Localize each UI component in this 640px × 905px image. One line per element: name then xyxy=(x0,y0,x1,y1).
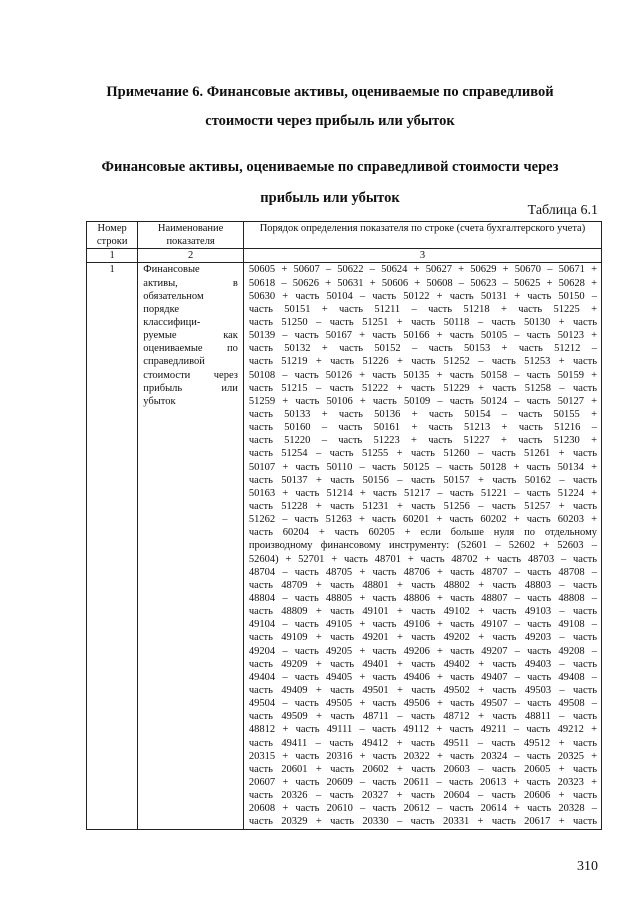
formula-line: 20315 + часть 20316 + часть 20322 + часть 20324 – часть 20325 + xyxy=(248,750,597,762)
formula-line: 51262 – часть 51263 + часть 60201 + часть 60202 + часть 60203 + xyxy=(248,514,597,526)
note-title-line-2: стоимости через прибыль или убыток xyxy=(205,113,455,129)
formula-line: часть 20326 – часть 20327 + часть 20604 – часть 20606 + часть xyxy=(248,790,597,802)
formula-line: 50108 – часть 50126 + часть 50135 + часть 50158 – часть 50159 + xyxy=(248,369,597,381)
indicator-name-line: классифици- xyxy=(143,317,201,329)
indicator-name-line: обязательном xyxy=(143,290,204,302)
formula-line: 20608 + часть 20610 – часть 20612 – часть 20614 + часть 20328 – xyxy=(248,803,597,815)
column-number-3: 3 xyxy=(243,249,601,263)
table-row xyxy=(87,263,602,829)
formula-line: часть 48709 + часть 48801 + часть 48802 + часть 48803 – часть xyxy=(248,579,597,591)
indicator-name-line: стоимости через xyxy=(143,369,238,381)
formula-line: часть 49409 + часть 49501 + часть 49502 + часть 49503 – часть xyxy=(248,684,597,696)
formula-line: часть 49109 + часть 49201 + часть 49202 + часть 49203 – часть xyxy=(248,632,597,644)
formula-line: 50618 – 50626 + 50631 + 50606 + 50608 – 50623 – 50625 + 50628 + xyxy=(248,277,597,289)
formula-line: часть 51228 + часть 51231 + часть 51256 – часть 51257 + часть xyxy=(248,501,597,512)
formula-line: часть 50160 – часть 50161 + часть 51213 + часть 51216 – xyxy=(248,422,597,434)
column-number-1: 1 xyxy=(87,249,138,263)
formula-line: 50163 + часть 51214 + часть 51217 – часть 51221 – часть 51224 + xyxy=(248,487,597,499)
formula-line: 51259 + часть 50106 + часть 50109 – часть 50124 – часть 50127 + xyxy=(248,395,597,407)
formula-line: 49204 – часть 49205 + часть 49206 + часть 49207 – часть 49208 – xyxy=(248,645,597,657)
formula-line: часть 51219 + часть 51226 + часть 51252 – часть 51253 + часть xyxy=(248,356,597,368)
formula-line: 49504 – часть 49505 + часть 49506 + часть 49507 – часть 49508 – xyxy=(248,698,597,710)
column-header-number: Номер строки xyxy=(87,222,138,249)
section-title-line-1: Финансовые активы, оцениваемые по справедливой стоимости через xyxy=(101,159,559,175)
formula-line: часть 49209 + часть 49401 + часть 49402 + часть 49403 – часть xyxy=(248,658,597,670)
formula-line: 48704 – часть 48705 + часть 48706 + часть 48707 – часть 48708 – xyxy=(248,566,597,578)
table-label: Таблица 6.1 xyxy=(527,203,598,218)
indicator-name-line: прибыль или xyxy=(143,382,238,394)
indicator-name-line: Финансовые xyxy=(143,264,200,276)
financial-assets-table xyxy=(86,221,602,830)
formula-line: часть 50133 + часть 50136 + часть 50154 – часть 50155 + xyxy=(248,409,597,421)
indicator-name-line: руемые как xyxy=(143,330,238,342)
indicator-name-line: активы, в xyxy=(143,277,238,289)
table-header-row xyxy=(87,222,602,249)
section-title-line-2: прибыль или убыток xyxy=(260,190,400,206)
formula-line: часть 51254 – часть 51255 + часть 51260 – часть 51261 + часть xyxy=(248,448,597,460)
indicator-name-line: убыток xyxy=(143,395,176,407)
formula-line: производному финансовому инструменту: (52601 – 52602 + 52603 – xyxy=(248,540,597,552)
formula-line: часть 51250 – часть 51251 + часть 50118 – часть 50130 + часть xyxy=(248,317,597,329)
note-title xyxy=(40,78,620,136)
formula-line: 20607 + часть 20609 – часть 20611 – часть 20613 + часть 20323 + xyxy=(248,776,597,788)
formula-line: часть 60204 + часть 60205 + если больше нуля по отдельному xyxy=(248,527,597,539)
formula-line: часть 50137 + часть 50156 – часть 50157 + часть 50162 – часть xyxy=(248,474,597,486)
column-header-procedure: Порядок определения показателя по строке (счета бухгалтерского учета) xyxy=(243,222,601,249)
formula-line: 50107 + часть 50110 – часть 50125 – часть 50128 + часть 50134 + xyxy=(248,461,597,473)
indicator-name-line: оцениваемые по xyxy=(143,343,238,355)
note-title-line-1: Примечание 6. Финансовые активы, оцениваемые по справедливой xyxy=(106,84,554,100)
indicator-name xyxy=(138,263,244,829)
formula-line: 50605 + 50607 – 50622 – 50624 + 50627 + 50629 + 50670 – 50671 + xyxy=(248,264,597,276)
formula-line: 48812 + часть 49111 – часть 49112 + часть 49211 – часть 49212 + xyxy=(248,724,597,736)
formula-line: часть 20329 + часть 20330 – часть 20331 + часть 20617 + часть xyxy=(248,816,597,828)
formula-line: часть 48809 + часть 49101 + часть 49102 + часть 49103 – часть xyxy=(248,606,597,618)
indicator-name-line: справедливой xyxy=(143,356,205,368)
formula-line: часть 50132 + часть 50152 – часть 50153 + часть 51212 – xyxy=(248,343,597,355)
formula-line: часть 20601 + часть 20602 + часть 20603 – часть 20605 + часть xyxy=(248,763,597,775)
indicator-name-line: порядке xyxy=(143,303,180,315)
formula-line: часть 49411 – часть 49412 + часть 49511 – часть 49512 + часть xyxy=(248,737,597,749)
formula-line: 49104 – часть 49105 + часть 49106 + часть 49107 – часть 49108 – xyxy=(248,619,597,631)
formula-line: 50630 + часть 50104 – часть 50122 + часть 50131 + часть 50150 – xyxy=(248,290,597,302)
column-header-name: Наименование показателя xyxy=(138,222,244,249)
formula-cell xyxy=(243,263,601,829)
row-number: 1 xyxy=(87,263,138,829)
formula-line: часть 50151 + часть 51211 – часть 51218 + часть 51225 + xyxy=(248,303,597,315)
formula-line: 52604) + 52701 + часть 48701 + часть 48702 + часть 48703 – часть xyxy=(248,553,597,565)
formula-line: 50139 – часть 50167 + часть 50166 + часть 50105 – часть 50123 + xyxy=(248,330,597,342)
formula-line: 48804 – часть 48805 + часть 48806 + часть 48807 – часть 48808 – xyxy=(248,592,597,604)
formula-line: часть 51220 – часть 51223 + часть 51227 + часть 51230 + xyxy=(248,435,597,447)
column-number-2: 2 xyxy=(138,249,244,263)
formula-line: 49404 – часть 49405 + часть 49406 + часть 49407 – часть 49408 – xyxy=(248,671,597,683)
table-column-numbers-row xyxy=(87,249,602,263)
page-number: 310 xyxy=(577,859,598,874)
formula-line: часть 51215 – часть 51222 + часть 51229 + часть 51258 – часть xyxy=(248,382,597,394)
formula-line: часть 49509 + часть 48711 – часть 48712 + часть 48811 – часть xyxy=(248,711,597,723)
